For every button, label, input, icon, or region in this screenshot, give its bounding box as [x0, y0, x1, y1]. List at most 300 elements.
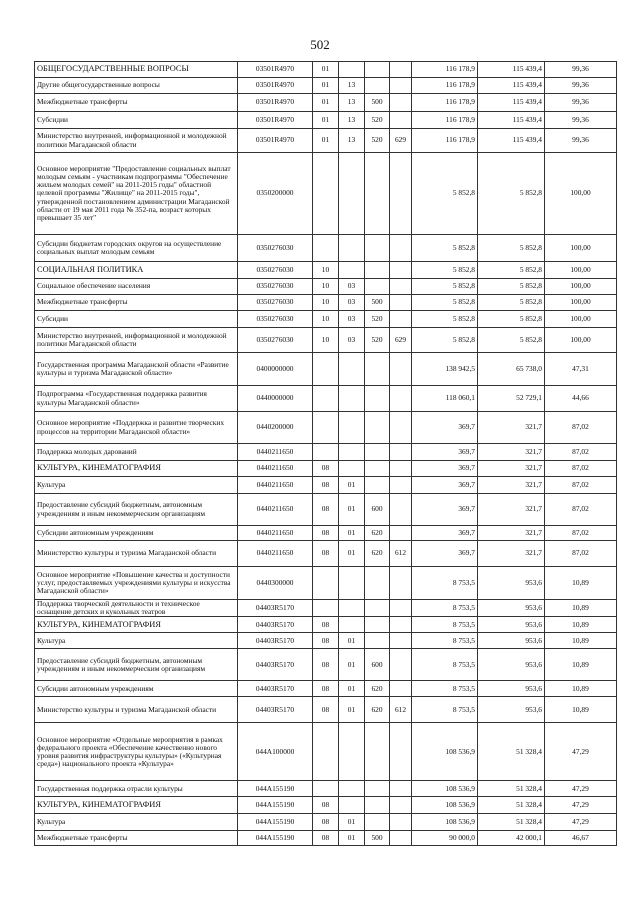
section-code-cell: 08: [313, 477, 339, 494]
table-row: [35, 78, 617, 94]
execution-percent-cell: 10,89: [545, 600, 617, 617]
expense-type-code-cell: 520: [365, 112, 390, 129]
section-code-cell: [313, 723, 339, 781]
target-article-code-cell: 0400000000: [238, 353, 313, 386]
subsection-code-cell: 01: [339, 494, 365, 526]
expense-type-code-cell: [365, 477, 390, 494]
target-article-code-cell: 044A155190: [238, 831, 313, 846]
execution-percent-cell: 87,02: [545, 526, 617, 541]
planned-amount-cell: 5 852,8: [412, 295, 478, 311]
actual-amount-cell: 52 729,1: [478, 386, 545, 412]
execution-percent-cell: 87,02: [545, 461, 617, 477]
actual-amount-cell: 5 852,8: [478, 262, 545, 279]
expense-type-code-cell: [365, 781, 390, 797]
actual-amount-cell: 953,6: [478, 697, 545, 723]
section-code-cell: 08: [313, 649, 339, 681]
section-code-cell: 08: [313, 526, 339, 541]
actual-amount-cell: 115 439,4: [478, 94, 545, 112]
execution-percent-cell: 99,36: [545, 112, 617, 129]
subsection-code-cell: [339, 723, 365, 781]
planned-amount-cell: 118 060,1: [412, 386, 478, 412]
subsection-code-cell: [339, 386, 365, 412]
target-article-code-cell: 0440211650: [238, 526, 313, 541]
administrator-code-cell: [390, 681, 412, 697]
row-name-cell: Культура: [35, 633, 238, 649]
expense-type-code-cell: [365, 444, 390, 461]
administrator-code-cell: [390, 649, 412, 681]
administrator-code-cell: [390, 279, 412, 295]
target-article-code-cell: 044A155190: [238, 781, 313, 797]
expense-type-code-cell: [365, 617, 390, 633]
execution-percent-cell: 87,02: [545, 494, 617, 526]
subsection-code-cell: 01: [339, 477, 365, 494]
actual-amount-cell: 65 738,0: [478, 353, 545, 386]
actual-amount-cell: 115 439,4: [478, 78, 545, 94]
row-name-cell: Другие общегосударственные вопросы: [35, 78, 238, 94]
subsection-code-cell: [339, 567, 365, 600]
planned-amount-cell: 369,7: [412, 494, 478, 526]
table-row: [35, 814, 617, 831]
subsection-code-cell: 03: [339, 295, 365, 311]
target-article-code-cell: 03501R4970: [238, 78, 313, 94]
table-row: [35, 62, 617, 78]
expense-type-code-cell: [365, 412, 390, 444]
administrator-code-cell: [390, 62, 412, 78]
section-code-cell: 08: [313, 814, 339, 831]
target-article-code-cell: 0350276030: [238, 235, 313, 262]
section-code-cell: 08: [313, 831, 339, 846]
planned-amount-cell: 90 000,0: [412, 831, 478, 846]
actual-amount-cell: 115 439,4: [478, 112, 545, 129]
actual-amount-cell: 321,7: [478, 444, 545, 461]
actual-amount-cell: 321,7: [478, 526, 545, 541]
target-article-code-cell: 0350200000: [238, 153, 313, 235]
administrator-code-cell: [390, 567, 412, 600]
target-article-code-cell: 04403R5170: [238, 697, 313, 723]
target-article-code-cell: 04403R5170: [238, 617, 313, 633]
planned-amount-cell: 8 753,5: [412, 649, 478, 681]
subsection-code-cell: 13: [339, 112, 365, 129]
planned-amount-cell: 8 753,5: [412, 600, 478, 617]
subsection-code-cell: [339, 235, 365, 262]
execution-percent-cell: 47,29: [545, 723, 617, 781]
subsection-code-cell: 01: [339, 526, 365, 541]
table-row: [35, 541, 617, 567]
section-code-cell: [313, 235, 339, 262]
subsection-code-cell: 01: [339, 541, 365, 567]
target-article-code-cell: 0440211650: [238, 477, 313, 494]
actual-amount-cell: 5 852,8: [478, 328, 545, 353]
table-row: [35, 633, 617, 649]
execution-percent-cell: 10,89: [545, 697, 617, 723]
target-article-code-cell: 0350276030: [238, 262, 313, 279]
subsection-code-cell: [339, 600, 365, 617]
execution-percent-cell: 10,89: [545, 633, 617, 649]
expense-type-code-cell: 520: [365, 129, 390, 153]
expense-type-code-cell: 520: [365, 328, 390, 353]
table-row: [35, 461, 617, 477]
subsection-code-cell: 01: [339, 697, 365, 723]
execution-percent-cell: 99,36: [545, 78, 617, 94]
administrator-code-cell: [390, 94, 412, 112]
table-row: [35, 412, 617, 444]
target-article-code-cell: 0350276030: [238, 328, 313, 353]
administrator-code-cell: 629: [390, 328, 412, 353]
execution-percent-cell: 47,31: [545, 353, 617, 386]
target-article-code-cell: 03501R4970: [238, 94, 313, 112]
target-article-code-cell: 04403R5170: [238, 649, 313, 681]
subsection-code-cell: [339, 262, 365, 279]
actual-amount-cell: 321,7: [478, 461, 545, 477]
expense-type-code-cell: 500: [365, 831, 390, 846]
row-name-cell: Субсидии: [35, 112, 238, 129]
row-name-cell: Подпрограмма «Государственная поддержка развития культуры Магаданской области»: [35, 386, 238, 412]
subsection-code-cell: 01: [339, 831, 365, 846]
actual-amount-cell: 5 852,8: [478, 311, 545, 328]
row-name-cell: Субсидии бюджетам городских округов на осуществление социальных выплат молодым семьям: [35, 235, 238, 262]
planned-amount-cell: 108 536,9: [412, 723, 478, 781]
row-name-cell: Основное мероприятие «Поддержка и развитие творческих процессов на территории Магаданской области»: [35, 412, 238, 444]
expense-type-code-cell: 620: [365, 681, 390, 697]
actual-amount-cell: 115 439,4: [478, 62, 545, 78]
table-row: [35, 262, 617, 279]
table-row: [35, 353, 617, 386]
administrator-code-cell: [390, 444, 412, 461]
row-name-cell: Министерство внутренней, информационной и молодежной политики Магаданской области: [35, 328, 238, 353]
row-name-cell: Министерство культуры и туризма Магаданской области: [35, 697, 238, 723]
table-row: [35, 477, 617, 494]
target-article-code-cell: 04403R5170: [238, 600, 313, 617]
actual-amount-cell: 953,6: [478, 617, 545, 633]
actual-amount-cell: 953,6: [478, 600, 545, 617]
row-name-cell: КУЛЬТУРА, КИНЕМАТОГРАФИЯ: [35, 461, 238, 477]
execution-percent-cell: 99,36: [545, 62, 617, 78]
row-name-cell: КУЛЬТУРА, КИНЕМАТОГРАФИЯ: [35, 617, 238, 633]
actual-amount-cell: 5 852,8: [478, 153, 545, 235]
administrator-code-cell: [390, 526, 412, 541]
section-code-cell: [313, 386, 339, 412]
expense-type-code-cell: 620: [365, 526, 390, 541]
subsection-code-cell: 03: [339, 279, 365, 295]
execution-percent-cell: 10,89: [545, 567, 617, 600]
actual-amount-cell: 51 328,4: [478, 797, 545, 814]
planned-amount-cell: 5 852,8: [412, 262, 478, 279]
subsection-code-cell: [339, 444, 365, 461]
expense-type-code-cell: [365, 386, 390, 412]
planned-amount-cell: 369,7: [412, 444, 478, 461]
planned-amount-cell: 116 178,9: [412, 78, 478, 94]
budget-table: [34, 61, 617, 846]
execution-percent-cell: 10,89: [545, 681, 617, 697]
row-name-cell: ОБЩЕГОСУДАРСТВЕННЫЕ ВОПРОСЫ: [35, 62, 238, 78]
subsection-code-cell: 01: [339, 649, 365, 681]
planned-amount-cell: 108 536,9: [412, 781, 478, 797]
section-code-cell: 08: [313, 617, 339, 633]
execution-percent-cell: 46,67: [545, 831, 617, 846]
planned-amount-cell: 8 753,5: [412, 681, 478, 697]
actual-amount-cell: 5 852,8: [478, 279, 545, 295]
table-body: [35, 62, 617, 846]
section-code-cell: 08: [313, 681, 339, 697]
planned-amount-cell: 116 178,9: [412, 129, 478, 153]
planned-amount-cell: 8 753,5: [412, 567, 478, 600]
planned-amount-cell: 116 178,9: [412, 94, 478, 112]
row-name-cell: Основное мероприятие «Повышение качества и доступности услуг, предоставляемых учреждениями культуры и искусства Магаданской области»: [35, 567, 238, 600]
row-name-cell: СОЦИАЛЬНАЯ ПОЛИТИКА: [35, 262, 238, 279]
row-name-cell: Межбюджетные трансферты: [35, 295, 238, 311]
subsection-code-cell: 01: [339, 681, 365, 697]
execution-percent-cell: 10,89: [545, 649, 617, 681]
section-code-cell: 08: [313, 494, 339, 526]
planned-amount-cell: 116 178,9: [412, 62, 478, 78]
subsection-code-cell: [339, 617, 365, 633]
administrator-code-cell: [390, 386, 412, 412]
execution-percent-cell: 100,00: [545, 311, 617, 328]
administrator-code-cell: [390, 311, 412, 328]
execution-percent-cell: 99,36: [545, 94, 617, 112]
row-name-cell: Предоставление субсидий бюджетным, автономным учреждениям и иным некоммерческим организациям: [35, 649, 238, 681]
subsection-code-cell: [339, 461, 365, 477]
target-article-code-cell: 03501R4970: [238, 112, 313, 129]
expense-type-code-cell: 520: [365, 311, 390, 328]
row-name-cell: Субсидии автономным учреждениям: [35, 526, 238, 541]
execution-percent-cell: 87,02: [545, 412, 617, 444]
target-article-code-cell: 0350276030: [238, 279, 313, 295]
section-code-cell: 08: [313, 461, 339, 477]
section-code-cell: 08: [313, 541, 339, 567]
section-code-cell: 08: [313, 633, 339, 649]
administrator-code-cell: [390, 600, 412, 617]
expense-type-code-cell: 600: [365, 649, 390, 681]
planned-amount-cell: 8 753,5: [412, 633, 478, 649]
expense-type-code-cell: [365, 461, 390, 477]
section-code-cell: [313, 567, 339, 600]
table-row: [35, 600, 617, 617]
planned-amount-cell: 5 852,8: [412, 235, 478, 262]
planned-amount-cell: 5 852,8: [412, 328, 478, 353]
expense-type-code-cell: [365, 235, 390, 262]
section-code-cell: 01: [313, 94, 339, 112]
section-code-cell: 01: [313, 129, 339, 153]
expense-type-code-cell: 620: [365, 541, 390, 567]
target-article-code-cell: 0350276030: [238, 295, 313, 311]
actual-amount-cell: 5 852,8: [478, 295, 545, 311]
actual-amount-cell: 953,6: [478, 633, 545, 649]
expense-type-code-cell: [365, 62, 390, 78]
table-row: [35, 279, 617, 295]
section-code-cell: [313, 412, 339, 444]
planned-amount-cell: 369,7: [412, 461, 478, 477]
page-number: 502: [310, 37, 330, 52]
planned-amount-cell: 108 536,9: [412, 814, 478, 831]
table-row: [35, 681, 617, 697]
row-name-cell: Субсидии: [35, 311, 238, 328]
administrator-code-cell: [390, 494, 412, 526]
section-code-cell: [313, 600, 339, 617]
planned-amount-cell: 108 536,9: [412, 797, 478, 814]
table-row: [35, 831, 617, 846]
target-article-code-cell: 0350276030: [238, 311, 313, 328]
actual-amount-cell: 953,6: [478, 681, 545, 697]
actual-amount-cell: 321,7: [478, 494, 545, 526]
execution-percent-cell: 47,29: [545, 814, 617, 831]
target-article-code-cell: 0440211650: [238, 541, 313, 567]
subsection-code-cell: [339, 781, 365, 797]
section-code-cell: [313, 153, 339, 235]
row-name-cell: Предоставление субсидий бюджетным, автономным учреждениям и иным некоммерческим организациям: [35, 494, 238, 526]
row-name-cell: Культура: [35, 477, 238, 494]
table-row: [35, 235, 617, 262]
actual-amount-cell: 321,7: [478, 541, 545, 567]
actual-amount-cell: 5 852,8: [478, 235, 545, 262]
administrator-code-cell: [390, 831, 412, 846]
row-name-cell: Государственная поддержка отрасли культуры: [35, 781, 238, 797]
execution-percent-cell: 100,00: [545, 328, 617, 353]
row-name-cell: КУЛЬТУРА, КИНЕМАТОГРАФИЯ: [35, 797, 238, 814]
execution-percent-cell: 100,00: [545, 279, 617, 295]
subsection-code-cell: 01: [339, 633, 365, 649]
execution-percent-cell: 44,66: [545, 386, 617, 412]
row-name-cell: Основное мероприятие «Отдельные мероприятия в рамках федерального проекта «Обеспечение качественно нового уровня развития инфраструктуры культуры» («Культурная среда») национального проекта «Культура»: [35, 723, 238, 781]
section-code-cell: 10: [313, 262, 339, 279]
target-article-code-cell: 04403R5170: [238, 633, 313, 649]
planned-amount-cell: 5 852,8: [412, 153, 478, 235]
expense-type-code-cell: [365, 279, 390, 295]
table-row: [35, 444, 617, 461]
table-row: [35, 129, 617, 153]
actual-amount-cell: 51 328,4: [478, 781, 545, 797]
planned-amount-cell: 5 852,8: [412, 311, 478, 328]
row-name-cell: Основное мероприятие "Предоставление социальных выплат молодым семьям - участникам подпрограммы "Обеспечение жильем молодых семей" на 2011-2015 годы" областной целевой программы "Жилище" на 2011-2015 годы", утвержденной постановлением администрации Магаданской области от 19 мая 2011 года № 352-па, возраст которых превышает 35 лет": [35, 153, 238, 235]
execution-percent-cell: 100,00: [545, 295, 617, 311]
execution-percent-cell: 100,00: [545, 235, 617, 262]
expense-type-code-cell: 500: [365, 295, 390, 311]
target-article-code-cell: 0440300000: [238, 567, 313, 600]
subsection-code-cell: [339, 412, 365, 444]
execution-percent-cell: 99,36: [545, 129, 617, 153]
administrator-code-cell: [390, 235, 412, 262]
planned-amount-cell: 369,7: [412, 541, 478, 567]
row-name-cell: Государственная программа Магаданской области «Развитие культуры и туризма Магаданской области»: [35, 353, 238, 386]
table-row: [35, 781, 617, 797]
planned-amount-cell: 116 178,9: [412, 112, 478, 129]
table-row: [35, 697, 617, 723]
expense-type-code-cell: [365, 153, 390, 235]
table-row: [35, 567, 617, 600]
table-row: [35, 153, 617, 235]
section-code-cell: 10: [313, 279, 339, 295]
administrator-code-cell: [390, 412, 412, 444]
row-name-cell: Межбюджетные трансферты: [35, 831, 238, 846]
section-code-cell: 10: [313, 295, 339, 311]
row-name-cell: Субсидии автономным учреждениям: [35, 681, 238, 697]
execution-percent-cell: 87,02: [545, 541, 617, 567]
row-name-cell: Межбюджетные трансферты: [35, 94, 238, 112]
section-code-cell: [313, 353, 339, 386]
table-row: [35, 311, 617, 328]
subsection-code-cell: [339, 797, 365, 814]
section-code-cell: 01: [313, 62, 339, 78]
expense-type-code-cell: [365, 262, 390, 279]
execution-percent-cell: 100,00: [545, 262, 617, 279]
table-row: [35, 649, 617, 681]
administrator-code-cell: [390, 262, 412, 279]
administrator-code-cell: 629: [390, 129, 412, 153]
section-code-cell: 01: [313, 78, 339, 94]
section-code-cell: 10: [313, 328, 339, 353]
subsection-code-cell: 03: [339, 311, 365, 328]
subsection-code-cell: 13: [339, 78, 365, 94]
row-name-cell: Культура: [35, 814, 238, 831]
expense-type-code-cell: [365, 633, 390, 649]
table-row: [35, 494, 617, 526]
section-code-cell: 08: [313, 697, 339, 723]
expense-type-code-cell: [365, 814, 390, 831]
planned-amount-cell: 369,7: [412, 412, 478, 444]
administrator-code-cell: [390, 153, 412, 235]
actual-amount-cell: 321,7: [478, 477, 545, 494]
subsection-code-cell: 13: [339, 129, 365, 153]
expense-type-code-cell: [365, 600, 390, 617]
table-row: [35, 112, 617, 129]
actual-amount-cell: 953,6: [478, 649, 545, 681]
administrator-code-cell: [390, 78, 412, 94]
table-row: [35, 295, 617, 311]
planned-amount-cell: 138 942,5: [412, 353, 478, 386]
target-article-code-cell: 044A100000: [238, 723, 313, 781]
administrator-code-cell: [390, 353, 412, 386]
administrator-code-cell: [390, 814, 412, 831]
administrator-code-cell: [390, 781, 412, 797]
execution-percent-cell: 87,02: [545, 477, 617, 494]
target-article-code-cell: 03501R4970: [238, 62, 313, 78]
expense-type-code-cell: 500: [365, 94, 390, 112]
row-name-cell: Социальное обеспечение населения: [35, 279, 238, 295]
section-code-cell: 10: [313, 311, 339, 328]
administrator-code-cell: [390, 112, 412, 129]
planned-amount-cell: 8 753,5: [412, 617, 478, 633]
expense-type-code-cell: [365, 567, 390, 600]
target-article-code-cell: 0440211650: [238, 494, 313, 526]
subsection-code-cell: [339, 153, 365, 235]
target-article-code-cell: 0440211650: [238, 444, 313, 461]
administrator-code-cell: [390, 633, 412, 649]
actual-amount-cell: 51 328,4: [478, 723, 545, 781]
execution-percent-cell: 47,29: [545, 797, 617, 814]
section-code-cell: [313, 444, 339, 461]
execution-percent-cell: 10,89: [545, 617, 617, 633]
row-name-cell: Поддержка молодых дарований: [35, 444, 238, 461]
expense-type-code-cell: [365, 353, 390, 386]
expense-type-code-cell: [365, 797, 390, 814]
subsection-code-cell: 13: [339, 94, 365, 112]
administrator-code-cell: [390, 723, 412, 781]
section-code-cell: 08: [313, 797, 339, 814]
target-article-code-cell: 044A155190: [238, 797, 313, 814]
actual-amount-cell: 42 000,1: [478, 831, 545, 846]
row-name-cell: Поддержка творческой деятельности и техническое оснащение детских и кукольных театров: [35, 600, 238, 617]
actual-amount-cell: 51 328,4: [478, 814, 545, 831]
administrator-code-cell: [390, 797, 412, 814]
execution-percent-cell: 47,29: [545, 781, 617, 797]
table-row: [35, 328, 617, 353]
table-row: [35, 94, 617, 112]
row-name-cell: Министерство внутренней, информационной и молодежной политики Магаданской области: [35, 129, 238, 153]
planned-amount-cell: 369,7: [412, 477, 478, 494]
expense-type-code-cell: 620: [365, 697, 390, 723]
actual-amount-cell: 321,7: [478, 412, 545, 444]
execution-percent-cell: 87,02: [545, 444, 617, 461]
